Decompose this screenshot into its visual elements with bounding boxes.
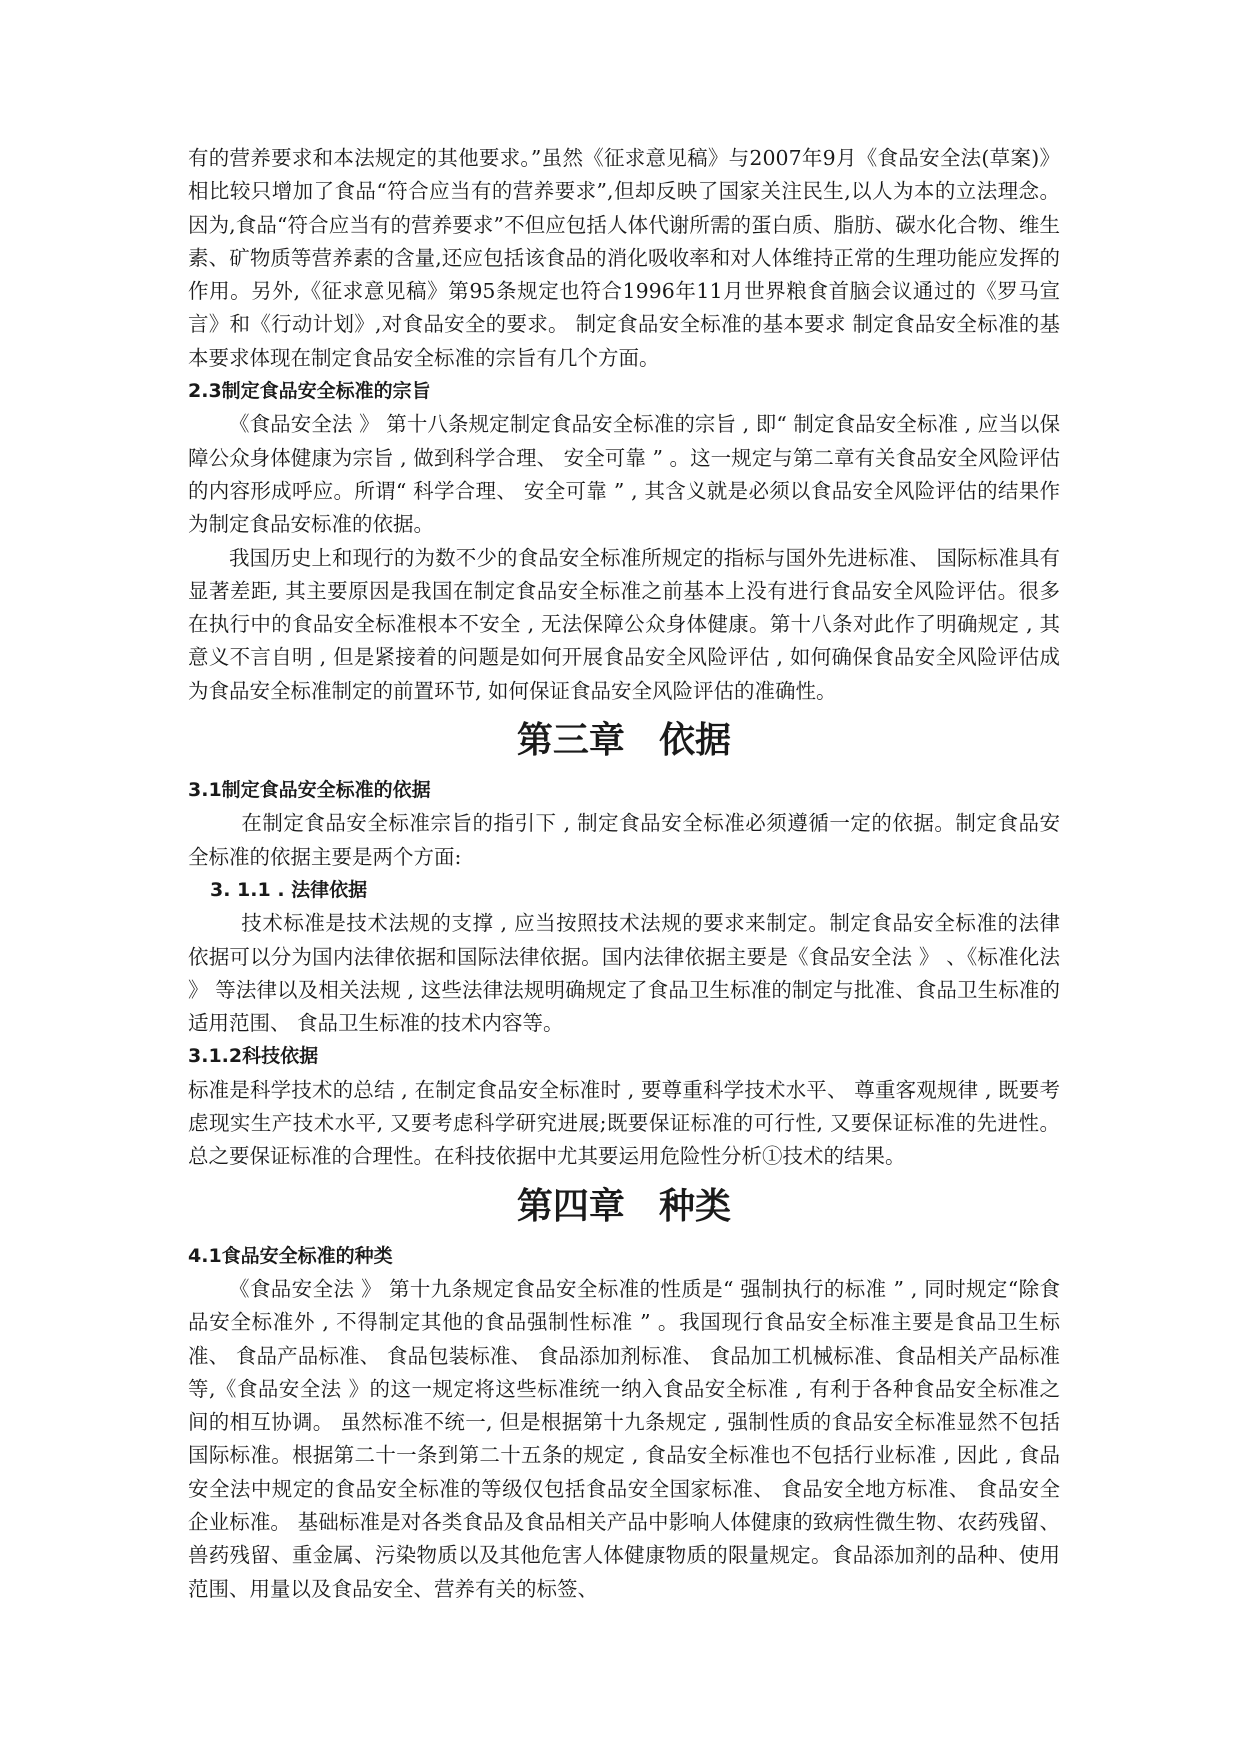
chapter-title-3: 第三章 依据 bbox=[516, 720, 732, 762]
paragraph: 我国历史上和现行的为数不少的食品安全标准所规定的指标与国外先进标准、 国际标准具有显著差距, 其主要原因是我国在制定食品安全标准之前基本上没有进行食品安全风险评估。很多在执行中的食品安全标准根本不安全 , 无法保障公众身体健康。第十八条对此作了明确规定 , 其意义不言自明 , 但是紧接着的问题是如何开展食品安全风险评估 , 如何确保食品安全风险评估成为食品安全标准制定的前置环节, 如何保证食品安全风险评估的准确性。 bbox=[188, 545, 1060, 703]
paragraph: 有的营养要求和本法规定的其他要求。”虽然《征求意见稿》与2007年9月《食品安全法(草案)》相比较只增加了食品“符合应当有的营养要求”,但却反映了国家关注民生,以人为本的立法理念。因为,食品“符合应当有的营养要求”不但应包括人体代谢所需的蛋白质、脂肪、碳水化合物、维生素、矿物质等营养素的含量,还应包括该食品的消化吸收率和对人体维持正常的生理功能应发挥的作用。另外,《征求意见稿》第95条规定也符合1996年11月世界粮食首脑会议通过的《罗马宣言》和《行动计划》,对食品安全的要求。 制定食品安全标准的基本要求 制定食品安全标准的基本要求体现在制定食品安全标准的宗旨有几个方面。 bbox=[188, 146, 1060, 370]
section-heading-3-1: 3.1制定食品安全标准的依据 bbox=[188, 779, 431, 802]
paragraph: 在制定食品安全标准宗旨的指引下 , 制定食品安全标准必须遵循一定的依据。制定食品安全标准的依据主要是两个方面: bbox=[188, 811, 1060, 869]
chapter-title-4: 第四章 种类 bbox=[516, 1185, 732, 1227]
document-page bbox=[188, 142, 1060, 1606]
subsection-heading-3-1-2: 3.1.2科技依据 bbox=[188, 1045, 319, 1068]
paragraph: 《食品安全法 》 第十八条规定制定食品安全标准的宗旨 , 即“ 制定食品安全标准 , 应当以保障公众身体健康为宗旨 , 做到科学合理、 安全可靠 ” 。这一规定与第二章有关食品安全风险评估的内容形成呼应。所谓“ 科学合理、 安全可靠 ” , 其含义就是必须以食品安全风险评估的结果作为制定食品安标准的依据。 bbox=[188, 412, 1060, 537]
paragraph: 《食品安全法 》 第十九条规定食品安全标准的性质是“ 强制执行的标准 ” , 同时规定“除食品安全标准外 , 不得制定其他的食品强制性标准 ” 。我国现行食品安全标准主要是食品卫生标准、 食品产品标准、 食品包装标准、 食品添加剂标准、 食品加工机械标准、食品相关产品标准等,《食品安全法 》的这一规定将这些标准统一纳入食品安全标准 , 有利于各种食品安全标准之间的相互协调。 虽然标准不统一, 但是根据第十九条规定 , 强制性质的食品安全标准显然不包括国际标准。根据第二十一条到第二十五条的规定 , 食品安全标准也不包括行业标准 , 因此 , 食品安全法中规定的食品安全标准的等级仅包括食品安全国家标准、 食品安全地方标准、 食品安全企业标准。 基础标准是对各类食品及食品相关产品中影响人体健康的致病性微生物、农药残留、兽药残留、重金属、污染物质以及其他危害人体健康物质的限量规定。食品添加剂的品种、使用范围、用量以及食品安全、营养有关的标签、 bbox=[188, 1276, 1060, 1601]
paragraph: 技术标准是技术法规的支撑 , 应当按照技术法规的要求来制定。制定食品安全标准的法律依据可以分为国内法律依据和国际法律依据。国内法律依据主要是《食品安全法 》 、《标准化法 》 等法律以及相关法规 , 这些法律法规明确规定了食品卫生标准的制定与批准、食品卫生标准的适用范围、 食品卫生标准的技术内容等。 bbox=[188, 911, 1060, 1036]
subsection-heading-3-1-1: 3. 1.1 . 法律依据 bbox=[210, 878, 368, 901]
section-heading-2-3: 2.3制定食品安全标准的宗旨 bbox=[188, 380, 431, 403]
paragraph: 标准是科学技术的总结 , 在制定食品安全标准时 , 要尊重科学技术水平、 尊重客观规律 , 既要考虑现实生产技术水平, 又要考虑科学研究进展;既要保证标准的可行性, 又要保证标准的先进性。总之要保证标准的合理性。在科技依据中尤其要运用危险性分析①技术的结果。 bbox=[188, 1077, 1060, 1169]
section-heading-4-1: 4.1食品安全标准的种类 bbox=[188, 1244, 393, 1267]
